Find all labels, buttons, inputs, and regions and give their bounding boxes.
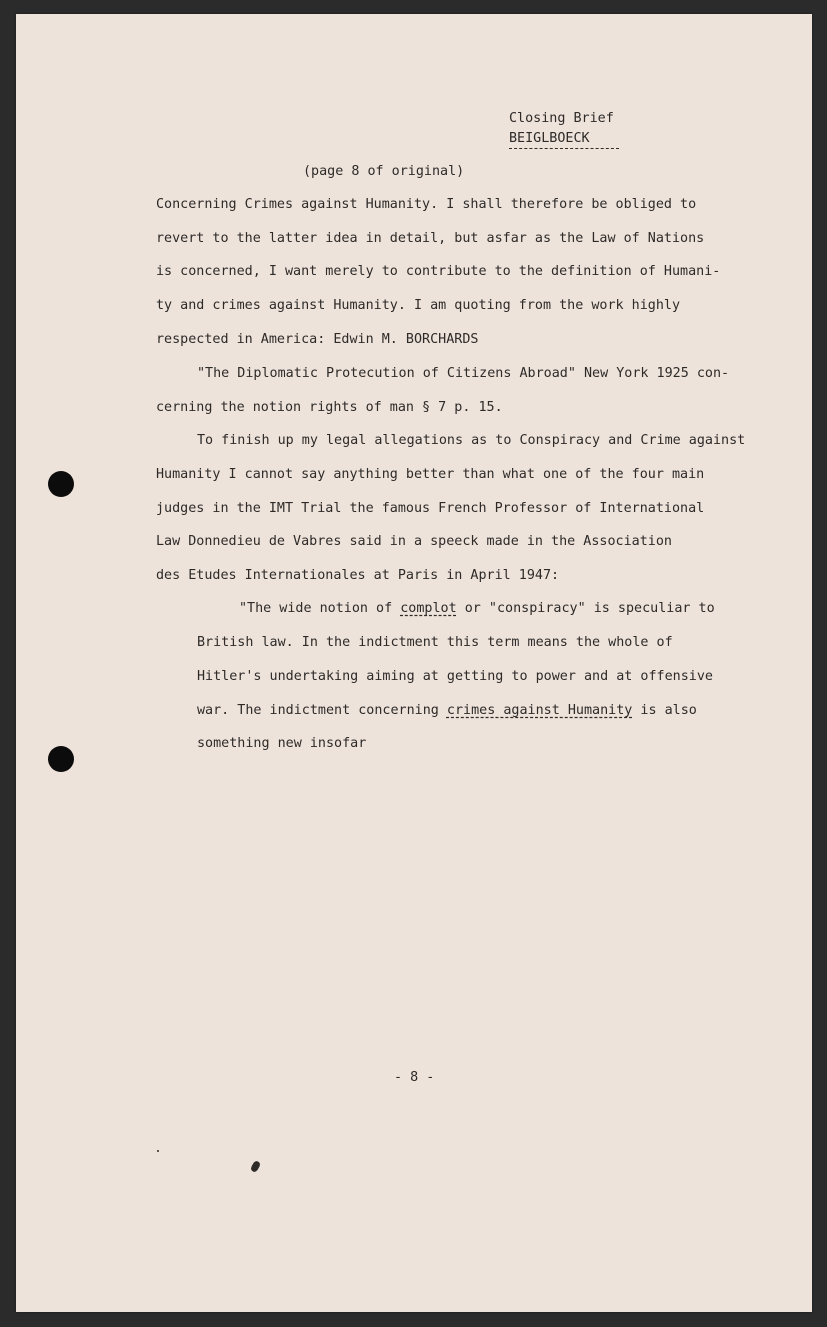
page-number: - 8 -	[394, 1070, 435, 1085]
punch-hole-top	[48, 471, 74, 497]
body-line-6: "The Diplomatic Protecution of Citizens Abroad" New York 1925 con-	[197, 366, 730, 381]
body-line-2: revert to the latter idea in detail, but asfar as the Law of Nations	[156, 231, 705, 246]
ink-speck-2	[250, 1160, 262, 1173]
ink-speck-1	[157, 1150, 159, 1152]
quote-line-4-post: is also	[632, 703, 697, 718]
quote-line-1-pre: "The wide notion of	[239, 601, 401, 616]
body-line-5: respected in America: Edwin M. BORCHARDS	[156, 332, 479, 347]
quote-line-1	[239, 601, 715, 616]
quote-term-complot: complot	[400, 601, 457, 616]
quote-line-1-post: or "conspiracy" is speculiar to	[456, 601, 715, 616]
quote-line-4	[197, 703, 697, 718]
quote-line-3: Hitler's undertaking aiming at getting to power and at offensive	[197, 669, 713, 684]
body-line-1: Concerning Crimes against Humanity. I shall therefore be obliged to	[156, 197, 697, 212]
quote-line-2: British law. In the indictment this term means the whole of	[197, 635, 673, 650]
body-line-3: is concerned, I want merely to contribute to the definition of Humani-	[156, 264, 721, 279]
page-reference: (page 8 of original)	[303, 164, 465, 179]
body-line-12: des Etudes Internationales at Paris in April 1947:	[156, 568, 560, 583]
body-line-9: Humanity I cannot say anything better than what one of the four main	[156, 467, 705, 482]
header-title: Closing Brief	[509, 111, 614, 126]
document-page	[16, 14, 812, 1312]
quote-term-crimes: crimes against Humanity	[446, 703, 633, 718]
quote-line-5: something new insofar	[197, 736, 367, 751]
header-defendant: BEIGLBOECK	[509, 131, 590, 146]
quote-line-4-pre: war. The indictment concerning	[197, 703, 447, 718]
body-line-8: To finish up my legal allegations as to Conspiracy and Crime against	[197, 433, 746, 448]
punch-hole-bottom	[48, 746, 74, 772]
body-line-11: Law Donnedieu de Vabres said in a speeck made in the Association	[156, 534, 672, 549]
body-line-10: judges in the IMT Trial the famous French Professor of International	[156, 501, 705, 516]
body-line-7: cerning the notion rights of man § 7 p. 15.	[156, 400, 503, 415]
defendant-underline	[509, 148, 619, 149]
body-line-4: ty and crimes against Humanity. I am quoting from the work highly	[156, 298, 681, 313]
